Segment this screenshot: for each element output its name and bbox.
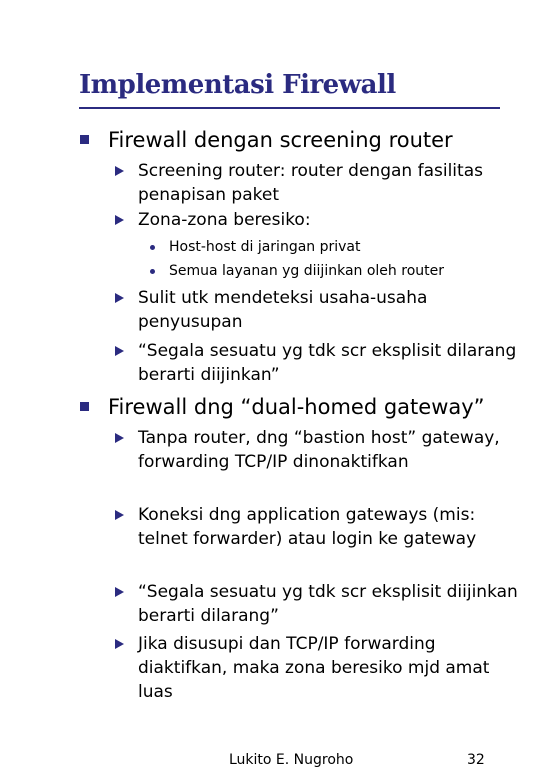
- footer-author: Lukito E. Nugroho: [229, 752, 354, 768]
- arrow-bullet-icon: [115, 346, 124, 356]
- bullet-text: Sulit utk mendeteksi usaha-usaha penyusupan: [138, 288, 428, 332]
- title-divider: [79, 107, 500, 109]
- dot-bullet-icon: [150, 269, 155, 274]
- bullet-text: Firewall dng “dual-homed gateway”: [108, 395, 485, 419]
- bullet-text: Semua layanan yg diijinkan oleh router: [169, 263, 444, 279]
- arrow-bullet-icon: [115, 510, 124, 520]
- dot-bullet-icon: [150, 245, 155, 250]
- arrow-bullet-icon: [115, 293, 124, 303]
- arrow-bullet-icon: [115, 587, 124, 597]
- bullet-text: Screening router: router dengan fasilitas penapisan paket: [138, 161, 483, 205]
- arrow-bullet-icon: [115, 215, 124, 225]
- arrow-bullet-icon: [115, 433, 124, 443]
- arrow-bullet-icon: [115, 166, 124, 176]
- bullet-text: “Segala sesuatu yg tdk scr eksplisit diijinkan berarti dilarang”: [138, 582, 518, 626]
- bullet-text: Host-host di jaringan privat: [169, 239, 361, 255]
- bullet-text: Zona-zona beresiko:: [138, 210, 311, 230]
- bullet-text: Jika disusupi dan TCP/IP forwarding diaktifkan, maka zona beresiko mjd amat luas: [138, 634, 490, 702]
- footer-page-number: 32: [467, 752, 485, 768]
- bullet-text: Koneksi dng application gateways (mis: telnet forwarder) atau login ke gateway: [138, 505, 477, 549]
- bullet-text: “Segala sesuatu yg tdk scr eksplisit dilarang berarti diijinkan”: [138, 341, 517, 385]
- square-bullet-icon: [80, 135, 89, 144]
- slide-title: Implementasi Firewall: [79, 70, 396, 100]
- bullet-text: Tanpa router, dng “bastion host” gateway, forwarding TCP/IP dinonaktifkan: [138, 428, 500, 472]
- square-bullet-icon: [80, 402, 89, 411]
- arrow-bullet-icon: [115, 639, 124, 649]
- bullet-text: Firewall dengan screening router: [108, 128, 453, 152]
